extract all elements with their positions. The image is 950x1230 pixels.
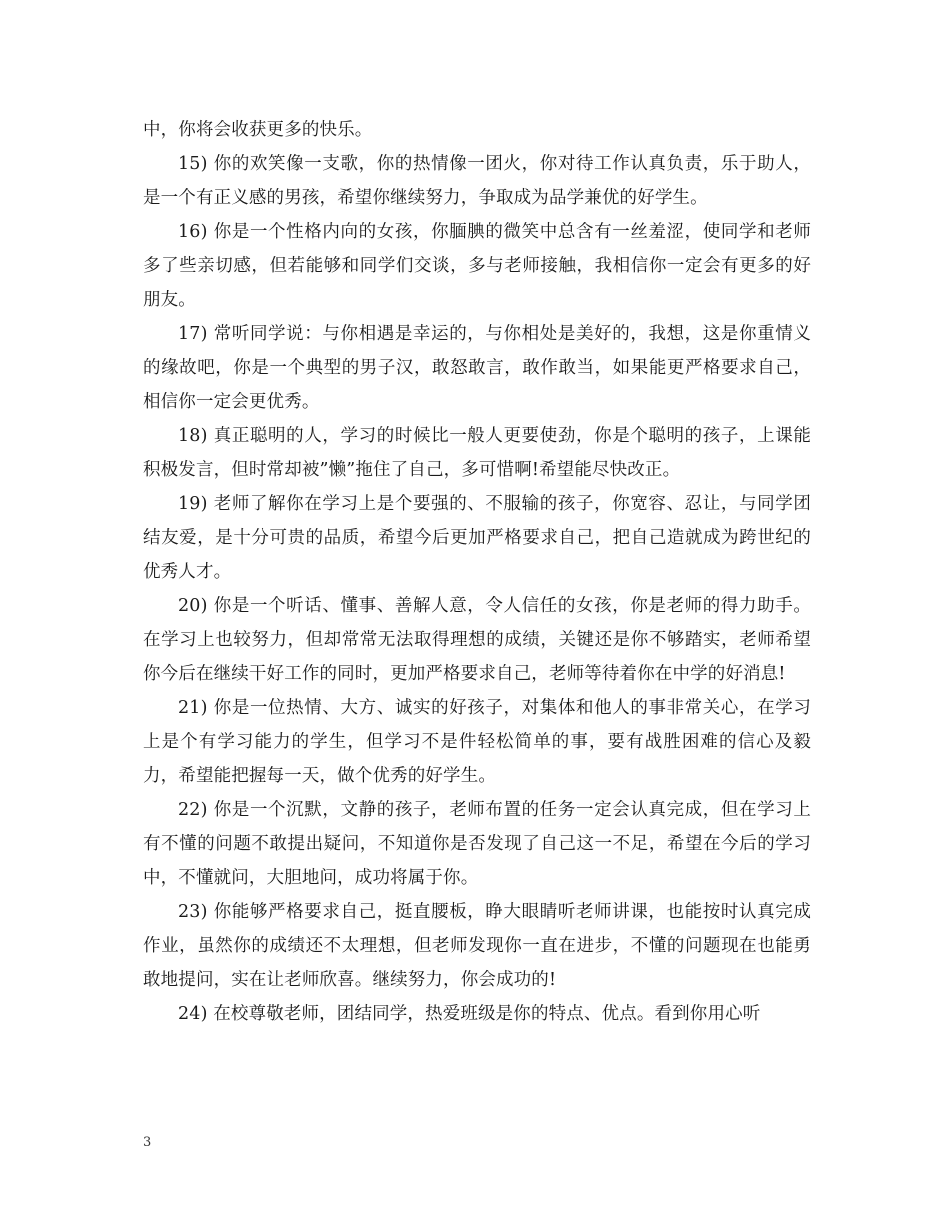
paragraph-20: 20) 你是一个听话、懂事、善解人意，令人信任的女孩，你是老师的得力助手。在学习上也较努力，但却常常无法取得理想的成绩，关键还是你不够踏实，老师希望你今后在继续干好工作的同时，更加严格要求自己，老师等待着你在中学的好消息! — [143, 596, 811, 684]
paragraph-continuation: 中，你将会收获更多的快乐。 — [143, 120, 373, 140]
paragraph-22: 22) 你是一个沉默，文静的孩子，老师布置的任务一定会认真完成，但在学习上有不懂的问题不敢提出疑问，不知道你是否发现了自己这一不足，希望在今后的学习中，不懂就问，大胆地问，成功将属于你。 — [143, 800, 811, 888]
paragraph-24: 24) 在校尊敬老师，团结同学，热爱班级是你的特点、优点。看到你用心听 — [178, 1004, 761, 1024]
paragraph-18: 18) 真正聪明的人，学习的时候比一般人更要使劲，你是个聪明的孩子，上课能积极发言，但时常却被”懒”拖住了自己，多可惜啊!希望能尽快改正。 — [143, 426, 811, 480]
paragraph-16: 16) 你是一个性格内向的女孩，你腼腆的微笑中总含有一丝羞涩，使同学和老师多了些亲切感，但若能够和同学们交谈，多与老师接触，我相信你一定会有更多的好朋友。 — [143, 222, 811, 310]
document-body — [143, 113, 811, 1031]
paragraph-21: 21) 你是一位热情、大方、诚实的好孩子，对集体和他人的事非常关心，在学习上是个有学习能力的学生，但学习不是件轻松简单的事，要有战胜困难的信心及毅力，希望能把握每一天，做个优秀的好学生。 — [143, 698, 811, 786]
page-number: 3 — [143, 1135, 152, 1150]
paragraph-23: 23) 你能够严格要求自己，挺直腰板，睁大眼睛听老师讲课，也能按时认真完成作业，虽然你的成绩还不太理想，但老师发现你一直在进步，不懂的问题现在也能勇敢地提问，实在让老师欣喜。继续努力，你会成功的! — [143, 902, 811, 990]
paragraph-15: 15) 你的欢笑像一支歌，你的热情像一团火，你对待工作认真负责，乐于助人，是一个有正义感的男孩，希望你继续努力，争取成为品学兼优的好学生。 — [143, 154, 811, 208]
paragraph-19: 19) 老师了解你在学习上是个要强的、不服输的孩子，你宽容、忍让，与同学团结友爱，是十分可贵的品质，希望今后更加严格要求自己，把自己造就成为跨世纪的优秀人才。 — [143, 494, 811, 582]
paragraph-17: 17) 常听同学说：与你相遇是幸运的，与你相处是美好的，我想，这是你重情义的缘故吧，你是一个典型的男子汉，敢怒敢言，敢作敢当，如果能更严格要求自己，相信你一定会更优秀。 — [143, 324, 811, 412]
